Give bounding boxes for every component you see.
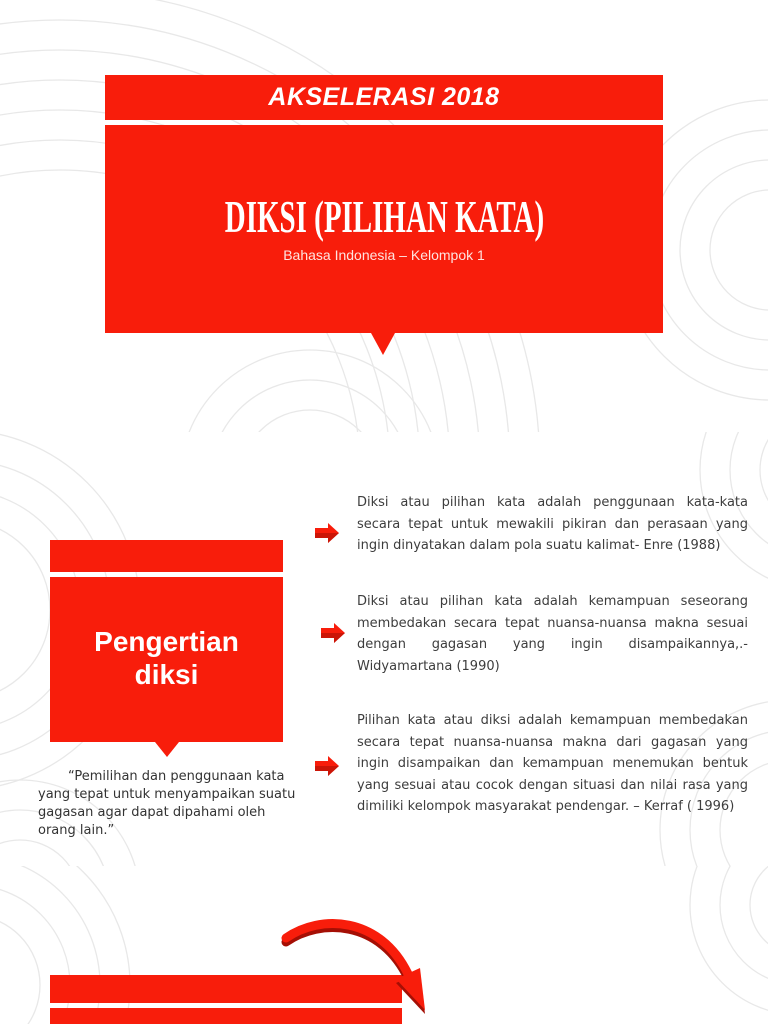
arrow-shade [315, 766, 339, 776]
right-arrow-icon [314, 755, 340, 777]
title-box-pointer [371, 333, 395, 355]
definition-item: Pilihan kata atau diksi adalah kemampuan membedakan secara tepat nuansa-nuansa makna dari gagasan yang ingin disampaikan dan kemampuan menemukan bentuk yang sesuai atau cocok dengan situasi dan nilai rasa yang dimiliki kelompok masyarakat pendengar. – Kerraf ( 1996) [357, 713, 748, 815]
curved-arrow-head [396, 968, 425, 1010]
curved-arrow-icon [0, 866, 768, 1024]
background-swirl-line [0, 840, 80, 866]
slide-2-definitions [0, 432, 768, 866]
arrow-shade [321, 633, 345, 643]
definition-item: Diksi atau pilihan kata adalah kemampuan seseorang membedakan secara tepat nuansa-nuansa makna sesuai dengan gagasan yang ingin disampaikannya,.- Widyamartana (1990) [357, 594, 748, 674]
heading-wrap [50, 625, 283, 691]
background-swirl-line [180, 350, 440, 432]
slide-subtitle: Bahasa Indonesia – Kelompok 1 [283, 247, 485, 263]
heading-box [50, 577, 283, 742]
background-swirl-line [760, 432, 768, 530]
heading-bar [50, 540, 283, 572]
background-swirl-line [650, 130, 768, 370]
section-heading: Pengertian diksi [94, 626, 239, 690]
title-line [105, 191, 663, 243]
arrow-shade [315, 533, 339, 543]
slide-3-partial [0, 866, 768, 1024]
background-swirl-line [680, 160, 768, 340]
right-arrow-icon [320, 622, 346, 644]
right-arrow-icon [314, 522, 340, 544]
background-swirl-line [0, 520, 50, 700]
title-box [105, 125, 663, 333]
definition-item: Diksi atau pilihan kata adalah penggunaan kata-kata secara tepat untuk mewakili pikiran dan perasaan yang ingin dinyatakan dalam pola suatu kalimat- Enre (1988) [357, 495, 748, 554]
slide-1-title [0, 0, 768, 432]
background-swirl-line [240, 410, 380, 432]
definition-quote: “Pemilihan dan penggunaan kata yang tepat untuk menyampaikan suatu gagasan agar dapat dipahami oleh orang lain.” [38, 769, 296, 838]
background-swirl-line [710, 190, 768, 310]
header-bar [105, 75, 663, 120]
slide-title: DIKSI (PILIHAN KATA) [224, 191, 544, 242]
header-text: AKSELERASI 2018 [268, 83, 500, 111]
heading-box-pointer [155, 742, 179, 757]
